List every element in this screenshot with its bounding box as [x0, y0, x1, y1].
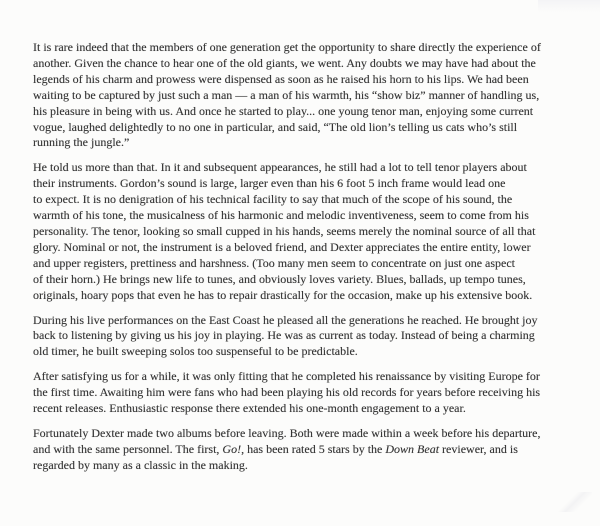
text-line: of their horn.) He brings new life to tunes, and obviously loves variety. Blues, ballads, up tempo tunes, — [33, 271, 526, 286]
text-line: his pleasure in being with us. And once he started to play... one young tenor man, enjoying some current — [33, 103, 534, 118]
text-line: It is rare indeed that the members of one generation get the opportunity to share directly the experience of — [33, 40, 541, 54]
text-line: glory. Nominal or not, the instrument is a beloved friend, and Dexter appreciates the entire entity, lower — [33, 239, 531, 254]
text-line: He told us more than that. In it and subsequent appearances, he still had a lot to tell tenor players about — [33, 160, 527, 175]
document-page — [33, 40, 578, 483]
text-line: running the jungle.” — [33, 135, 130, 150]
text-line: Fortunately Dexter made two albums before leaving. Both were made within a week before his departure, — [33, 425, 541, 440]
text-line: old timer, he built sweeping solos too suspenseful to be predictable. — [33, 344, 358, 359]
text-line: and with the same personnel. The first, Go!, has been rated 5 stars by the Down Beat reviewer, and is — [33, 441, 518, 456]
paragraph-3 — [33, 313, 578, 361]
text-line: personality. The tenor, looking so small cupped in his hands, seems merely the nominal source of all that — [33, 223, 536, 238]
text-line: warmth of his tone, the musicalness of his harmonic and melodic inventiveness, seem to come from his — [33, 208, 529, 223]
scan-artifact-bottom-right — [558, 492, 592, 512]
text-line: During his live performances on the East Coast he pleased all the generations he reached. He brought joy — [33, 312, 538, 327]
scan-artifact-top-right — [538, 0, 600, 14]
paragraph-4 — [33, 369, 578, 417]
text-line: regarded by many as a classic in the making. — [33, 457, 248, 472]
text-line: vogue, laughed delightedly to no one in particular, and said, “The old lion’s telling us cats who’s still — [33, 119, 518, 134]
text-line: originals, hoary pops that even he has to repair drastically for the occasion, make up his extensive book. — [33, 287, 533, 302]
text-line: to expect. It is no denigration of his technical facility to say that much of the scope of his sound, the — [33, 192, 513, 207]
text-line: the first time. Awaiting him were fans who had been playing his old records for years before receiving his — [33, 385, 541, 400]
text-line: back to listening by giving us his joy in playing. He was as current as today. Instead of being a charming — [33, 328, 535, 343]
text-line: legends of his charm and prowess were dispensed as soon as he raised his horn to his lips. We had been — [33, 71, 529, 86]
text-line: After satisfying us for a while, it was only fitting that he completed his renaissance by visiting Europe for — [33, 369, 540, 384]
text-line: their instruments. Gordon’s sound is large, larger even than his 6 foot 5 inch frame would lead one — [33, 176, 506, 191]
text-line: waiting to be captured by just such a man — a man of his warmth, his “show biz” manner of handling us, — [33, 87, 540, 102]
text-line: and upper registers, prettiness and harshness. (Too many men seem to concentrate on just one aspect — [33, 255, 516, 270]
paragraph-1 — [33, 40, 578, 151]
text-line: another. Given the chance to hear one of the old giants, we went. Any doubts we may have had about the — [33, 55, 536, 70]
text-line: recent releases. Enthusiastic response there extended his one-month engagement to a year. — [33, 401, 466, 416]
paragraph-5 — [33, 426, 578, 474]
paragraph-2 — [33, 160, 578, 303]
